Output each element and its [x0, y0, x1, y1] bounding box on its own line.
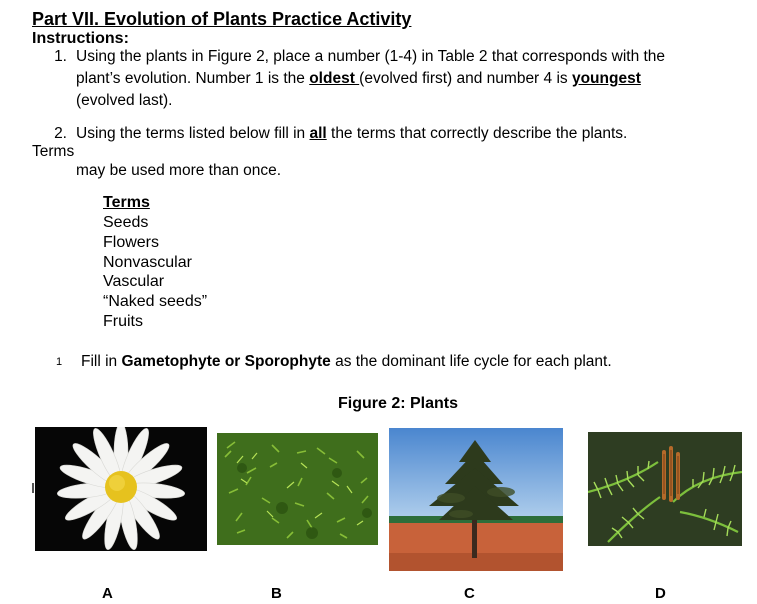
item1-line3: (evolved last).: [76, 92, 173, 109]
all-word: all: [309, 125, 327, 142]
item2-line2: Terms: [32, 143, 75, 160]
figure-label-a: A: [102, 585, 113, 602]
figure-label-d: D: [655, 585, 666, 602]
item1-number: 1.: [54, 48, 67, 65]
item1-line1: Using the plants in Figure 2, place a number (1-4) in Table 2 that corresponds with the: [76, 48, 666, 65]
fern-image: [588, 432, 742, 546]
item3-number: 1: [56, 356, 63, 368]
item3-text-a: Fill in: [81, 353, 122, 370]
term-item: Seeds: [103, 214, 149, 231]
daisy-flower-image: [35, 427, 207, 551]
term-item: Fruits: [103, 313, 143, 330]
item3-text: [81, 353, 612, 371]
page-title: Part VII. Evolution of Plants Practice Activity: [32, 9, 412, 29]
figure-label-b: B: [271, 585, 282, 602]
item2-number: 2.: [54, 125, 67, 142]
tree-image: [389, 428, 563, 571]
instructions-heading: Instructions:: [32, 30, 129, 47]
life-cycle-terms: Gametophyte or Sporophyte: [121, 353, 331, 370]
item2-line1-a: Using the terms listed below fill in: [76, 125, 310, 142]
item3-text-c: as the dominant life cycle for each plant.: [330, 353, 612, 370]
item2-line3: may be used more than once.: [76, 162, 282, 179]
oldest-word: oldest: [309, 70, 360, 87]
term-item: Nonvascular: [103, 254, 192, 271]
terms-heading: Terms: [103, 194, 150, 211]
figure-title: Figure 2: Plants: [338, 395, 459, 412]
item2-line1-c: the terms that correctly describe the plants.: [326, 125, 628, 142]
term-item: “Naked seeds”: [103, 293, 208, 310]
margin-marker: [32, 483, 34, 493]
item1-line2-a: plant’s evolution. Number 1 is the: [76, 70, 310, 87]
term-item: Vascular: [103, 273, 165, 290]
item1-line2-c: (evolved first) and number 4 is: [359, 70, 572, 87]
item1-line2: [76, 70, 641, 88]
item2-line1: [76, 125, 627, 143]
figure-label-c: C: [464, 585, 475, 602]
moss-image: [217, 433, 378, 545]
term-item: Flowers: [103, 234, 160, 251]
youngest-word: youngest: [571, 70, 641, 87]
